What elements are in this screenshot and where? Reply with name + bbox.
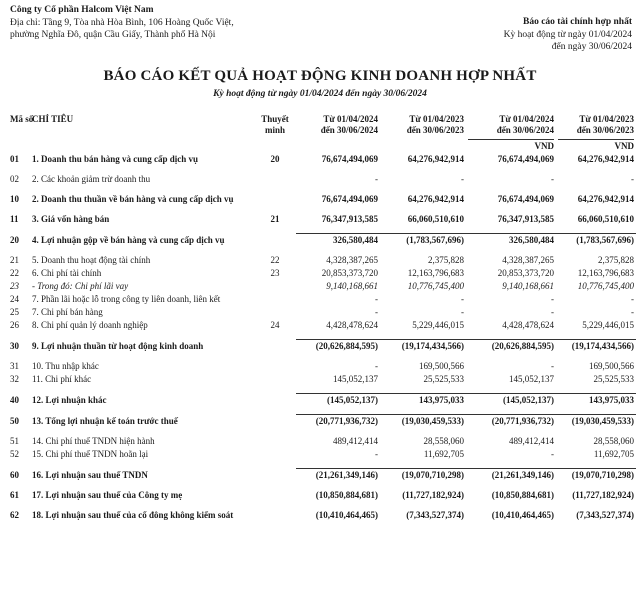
spacer-row <box>8 428 636 435</box>
col-header-period-3 <box>466 111 556 139</box>
row-value-4: (11,727,182,924) <box>572 490 634 500</box>
spacer-row <box>8 407 636 415</box>
col-header-period-4-line2: đến 30/06/2023 <box>576 125 634 135</box>
col-header-period-2-line2: đến 30/06/2023 <box>406 125 464 135</box>
row-value-3: 20,853,373,720 <box>497 268 554 278</box>
col-header-period-4 <box>556 111 636 139</box>
row-label: 10. Thu nhập khác <box>32 361 99 371</box>
row-value-4: 12,163,796,683 <box>577 268 634 278</box>
row-code: 20 <box>10 234 19 245</box>
row-value-4: 25,525,533 <box>593 374 634 384</box>
col-header-period-2-line1: Từ 01/04/2023 <box>409 114 464 124</box>
row-value-4: (19,030,459,533) <box>556 415 636 429</box>
row-note <box>254 373 296 386</box>
table-row <box>8 193 636 206</box>
row-code: 61 <box>10 490 19 500</box>
row-code: 50 <box>10 415 19 426</box>
row-value-3: - <box>551 294 554 304</box>
table-row <box>8 254 636 267</box>
spacer-row <box>8 386 636 394</box>
table-row <box>8 173 636 186</box>
table-row <box>8 340 636 354</box>
table-row <box>8 319 636 332</box>
row-note <box>254 448 296 461</box>
col-header-period-3-line1: Từ 01/04/2024 <box>499 114 554 124</box>
row-value-1: 9,140,168,661 <box>326 281 378 291</box>
row-value-1: - <box>375 294 378 304</box>
row-label: 13. Tổng lợi nhuận kế toán trước thuế <box>32 415 178 426</box>
row-note: 20 <box>270 154 280 164</box>
spacer-row <box>8 332 636 340</box>
row-label: 3. Giá vốn hàng bán <box>32 214 110 224</box>
row-label: - Trong đó: Chi phí lãi vay <box>32 281 129 291</box>
row-code: 26 <box>10 320 19 330</box>
table-row <box>8 267 636 280</box>
spacer-row <box>8 206 636 213</box>
row-label: 6. Chi phí tài chính <box>32 268 102 278</box>
row-label: 11. Chi phí khác <box>32 374 92 384</box>
spacer-row <box>8 226 636 234</box>
row-value-3: 4,328,387,265 <box>502 255 554 265</box>
row-note <box>254 173 296 186</box>
unit-label-2: VND <box>556 139 636 153</box>
row-value-2: - <box>461 294 464 304</box>
report-type: Báo cáo tài chính hợp nhất <box>523 17 632 27</box>
row-value-4: (19,174,434,566) <box>556 340 636 354</box>
spacer-row <box>8 353 636 360</box>
row-code: 11 <box>10 214 19 224</box>
company-address-line2: phường Nghĩa Đô, quận Cầu Giấy, Thành phố Hà Nội <box>10 30 216 40</box>
row-note <box>254 415 296 429</box>
row-value-4: 11,692,705 <box>593 449 634 459</box>
row-value-4: 66,060,510,610 <box>577 214 634 224</box>
row-value-2: 28,558,060 <box>423 436 464 446</box>
col-header-note-line1: Thuyết <box>261 114 289 124</box>
row-value-1: (10,410,464,465) <box>315 510 378 520</box>
row-value-1: 4,428,478,624 <box>326 320 378 330</box>
row-label: 17. Lợi nhuận sau thuế của Công ty mẹ <box>32 490 183 500</box>
row-note <box>254 193 296 206</box>
row-note: 24 <box>270 320 280 330</box>
row-value-2: - <box>461 307 464 317</box>
row-value-3: (20,771,936,732) <box>466 415 556 429</box>
row-value-1: 489,412,414 <box>333 436 378 446</box>
row-value-2: (1,783,567,696) <box>380 234 466 248</box>
table-row <box>8 234 636 248</box>
row-value-3: 326,580,484 <box>466 234 556 248</box>
col-header-period-1-line2: đến 30/06/2024 <box>320 125 378 135</box>
row-code: 10 <box>10 194 19 204</box>
row-value-3: 489,412,414 <box>509 436 554 446</box>
row-value-2: (19,174,434,566) <box>380 340 466 354</box>
row-value-3: - <box>551 361 554 371</box>
row-code: 25 <box>10 307 19 317</box>
row-value-1: (21,261,349,146) <box>296 469 380 483</box>
row-value-1: (20,771,936,732) <box>296 415 380 429</box>
row-value-3: 76,674,494,069 <box>497 194 554 204</box>
row-value-2: 10,776,745,400 <box>407 281 464 291</box>
row-value-2: 169,500,566 <box>419 361 464 371</box>
row-note <box>254 340 296 354</box>
row-value-3: - <box>551 174 554 184</box>
row-value-1: 326,580,484 <box>296 234 380 248</box>
row-value-1: 4,328,387,265 <box>326 255 378 265</box>
row-note <box>254 394 296 408</box>
row-code: 01 <box>10 154 19 164</box>
row-code: 23 <box>10 281 19 291</box>
row-label: 16. Lợi nhuận sau thuế TNDN <box>32 469 148 480</box>
row-code: 32 <box>10 374 19 384</box>
row-value-3: (20,626,884,595) <box>466 340 556 354</box>
table-row <box>8 360 636 373</box>
row-code: 62 <box>10 510 19 520</box>
row-value-1: (10,850,884,681) <box>315 490 378 500</box>
row-value-2: 2,375,828 <box>428 255 464 265</box>
row-value-1: - <box>375 307 378 317</box>
row-code: 02 <box>10 174 19 184</box>
row-value-2: 11,692,705 <box>423 449 464 459</box>
col-header-note-line2: minh <box>264 125 285 135</box>
row-note <box>254 306 296 319</box>
table-row <box>8 489 636 502</box>
row-value-3: 4,428,478,624 <box>502 320 554 330</box>
row-value-2: 143,975,033 <box>380 394 466 408</box>
row-value-3: (145,052,137) <box>466 394 556 408</box>
unit-row <box>8 139 636 153</box>
row-note: 22 <box>270 255 280 265</box>
report-title: BÁO CÁO KẾT QUẢ HOẠT ĐỘNG KINH DOANH HỢP NHẤT <box>103 68 537 84</box>
row-value-1: - <box>375 361 378 371</box>
row-value-2: (7,343,527,374) <box>406 510 464 520</box>
row-value-1: 76,347,913,585 <box>321 214 378 224</box>
table-row <box>8 153 636 166</box>
row-label: 14. Chi phí thuế TNDN hiện hành <box>32 436 155 446</box>
row-code: 51 <box>10 436 19 446</box>
row-value-2: 5,229,446,015 <box>412 320 464 330</box>
row-label: 5. Doanh thu hoạt động tài chính <box>32 255 151 265</box>
row-value-4: 28,558,060 <box>593 436 634 446</box>
row-value-4: - <box>631 294 634 304</box>
income-statement-table <box>8 111 636 522</box>
col-header-name: CHỈ TIÊU <box>32 114 74 124</box>
col-header-period-4-line1: Từ 01/04/2023 <box>579 114 634 124</box>
col-header-period-1 <box>296 111 380 139</box>
report-period-line1: Kỳ hoạt động từ ngày 01/04/2024 <box>503 29 632 40</box>
row-note <box>254 435 296 448</box>
row-code: 31 <box>10 361 19 371</box>
table-row <box>8 448 636 461</box>
spacer-row <box>8 461 636 469</box>
row-value-1: 20,853,373,720 <box>321 268 378 278</box>
col-header-code: Mã số <box>10 114 34 124</box>
report-header <box>392 16 632 54</box>
row-value-4: - <box>631 174 634 184</box>
row-label: 1. Doanh thu bán hàng và cung cấp dịch vụ <box>32 154 199 164</box>
table-row <box>8 306 636 319</box>
row-code: 60 <box>10 469 19 480</box>
row-value-2: 64,276,942,914 <box>407 194 464 204</box>
row-value-4: - <box>631 307 634 317</box>
row-value-3: 76,347,913,585 <box>497 214 554 224</box>
col-header-period-2 <box>380 111 466 139</box>
row-value-2: 66,060,510,610 <box>407 214 464 224</box>
row-value-3: (10,850,884,681) <box>491 490 554 500</box>
row-code: 24 <box>10 294 19 304</box>
spacer-row <box>8 166 636 173</box>
spacer-row <box>8 247 636 254</box>
row-value-4: 64,276,942,914 <box>577 154 634 164</box>
row-value-3: (10,410,464,465) <box>491 510 554 520</box>
row-value-3: - <box>551 307 554 317</box>
row-code: 22 <box>10 268 19 278</box>
row-label: 12. Lợi nhuận khác <box>32 394 107 405</box>
row-value-3: (21,261,349,146) <box>466 469 556 483</box>
table-row <box>8 213 636 226</box>
spacer-row <box>8 482 636 489</box>
row-value-4: 169,500,566 <box>589 361 634 371</box>
row-value-1: - <box>375 174 378 184</box>
row-label: 18. Lợi nhuận sau thuế của cổ đông không kiểm soát <box>32 510 234 520</box>
spacer-row <box>8 502 636 509</box>
row-label: 15. Chi phí thuế TNDN hoãn lại <box>32 449 149 459</box>
company-address-line1: Địa chỉ: Tầng 9, Tòa nhà Hòa Bình, 106 Hoàng Quốc Việt, <box>10 17 234 28</box>
row-value-2: - <box>461 174 464 184</box>
col-header-period-1-line1: Từ 01/04/2024 <box>323 114 378 124</box>
table-row <box>8 469 636 483</box>
row-label: 4. Lợi nhuận gộp về bán hàng và cung cấp dịch vụ <box>32 234 225 245</box>
column-header-row <box>8 111 636 139</box>
row-label: 7. Chi phí bán hàng <box>32 307 103 317</box>
row-value-3: 145,052,137 <box>509 374 554 384</box>
row-value-4: 5,229,446,015 <box>582 320 634 330</box>
row-code: 40 <box>10 394 19 405</box>
statement-rows <box>8 153 636 522</box>
row-value-1: (145,052,137) <box>296 394 380 408</box>
row-value-2: (19,030,459,533) <box>380 415 466 429</box>
row-note <box>254 509 296 522</box>
table-row <box>8 415 636 429</box>
row-code: 21 <box>10 255 19 265</box>
row-value-4: (19,070,710,298) <box>556 469 636 483</box>
row-value-1: 145,052,137 <box>333 374 378 384</box>
row-code: 30 <box>10 340 19 351</box>
row-note <box>254 234 296 248</box>
table-row <box>8 280 636 293</box>
table-row <box>8 509 636 522</box>
table-row <box>8 435 636 448</box>
row-value-3: 76,674,494,069 <box>497 154 554 164</box>
row-value-4: 64,276,942,914 <box>577 194 634 204</box>
row-value-1: 76,674,494,069 <box>321 194 378 204</box>
company-name: Công ty Cổ phần Halcom Việt Nam <box>10 5 154 15</box>
table-row <box>8 293 636 306</box>
row-value-1: 76,674,494,069 <box>321 154 378 164</box>
row-value-2: (19,070,710,298) <box>380 469 466 483</box>
row-value-1: (20,626,884,595) <box>296 340 380 354</box>
row-label: 2. Doanh thu thuần về bán hàng và cung cấp dịch vụ <box>32 194 234 204</box>
row-value-4: 10,776,745,400 <box>577 281 634 291</box>
row-note: 21 <box>270 214 280 224</box>
row-label: 2. Các khoản giảm trừ doanh thu <box>32 174 151 184</box>
report-subtitle: Kỳ hoạt động từ ngày 01/04/2024 đến ngày 30/06/2024 <box>213 89 427 99</box>
row-value-2: 12,163,796,683 <box>407 268 464 278</box>
row-label: 9. Lợi nhuận thuần từ hoạt động kinh doanh <box>32 340 204 351</box>
row-label: 8. Chi phí quản lý doanh nghiệp <box>32 320 148 330</box>
spacer-row <box>8 186 636 193</box>
row-value-3: 9,140,168,661 <box>502 281 554 291</box>
table-row <box>8 394 636 408</box>
row-note <box>254 293 296 306</box>
row-value-4: 2,375,828 <box>598 255 634 265</box>
row-value-2: 25,525,533 <box>423 374 464 384</box>
row-label: 7. Phần lãi hoặc lỗ trong công ty liên doanh, liên kết <box>32 294 221 304</box>
row-note <box>254 280 296 293</box>
col-header-note <box>254 111 296 139</box>
unit-label-1: VND <box>466 139 556 153</box>
row-note: 23 <box>270 268 280 278</box>
row-value-4: (1,783,567,696) <box>556 234 636 248</box>
col-header-period-3-line2: đến 30/06/2024 <box>496 125 554 135</box>
row-value-4: (7,343,527,374) <box>576 510 634 520</box>
row-value-1: - <box>375 449 378 459</box>
row-note <box>254 469 296 483</box>
row-note <box>254 360 296 373</box>
row-value-4: 143,975,033 <box>556 394 636 408</box>
row-value-2: (11,727,182,924) <box>402 490 464 500</box>
row-value-3: - <box>551 449 554 459</box>
table-row <box>8 373 636 386</box>
report-period-line2: đến ngày 30/06/2024 <box>551 42 632 52</box>
company-header <box>10 4 340 42</box>
row-note <box>254 489 296 502</box>
row-code: 52 <box>10 449 19 459</box>
row-value-2: 64,276,942,914 <box>407 154 464 164</box>
